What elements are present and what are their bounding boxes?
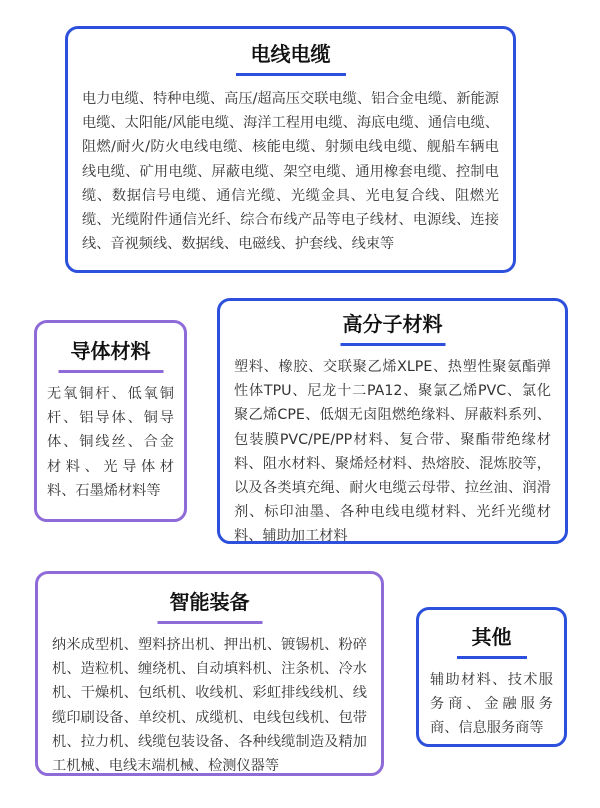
card-body: 电力电缆、特种电缆、高压/超高压交联电缆、铝合金电缆、新能源电缆、太阳能/风能电缆、海洋工程用电缆、海底电缆、通信电缆、阻燃/耐火/防火电线电缆、核能电缆、射频电线电缆、舰船车辆电线电缆、矿用电缆、屏蔽电缆、架空电缆、通用橡套电缆、控制电缆、数据信号电缆、通信光缆、光缆金具、光电复合线、阻燃光缆、光缆附件通信光纤、综合布线产品等电子线材、电源线、连接线、音视频线、数据线、电磁线、护套线、线束等 [82,91,499,253]
card-title: 导体材料 [58,323,163,366]
card-body: 无氧铜杆、低氧铜杆、铝导体、铜导体、铜线丝、合金材料、光导体材料、石墨烯材料等 [47,386,174,499]
card-smart-equipment [35,571,384,776]
card-body: 辅助材料、技术服务商、金融服务商、信息服务商等 [430,672,553,737]
card-title: 其他 [457,610,527,652]
card-title: 电线电缆 [236,29,346,69]
card-title: 智能装备 [157,574,262,617]
card-polymer [217,298,568,544]
card-body: 塑料、橡胶、交联聚乙烯XLPE、热塑性聚氨酯弹性体TPU、尼龙十二PA12、聚氯乙烯PVC、氯化聚乙烯CPE、低烟无卤阻燃绝缘料、屏蔽料系列、包装膜PVC/PE/PP材料、复合带、聚酯带绝缘材料、阻水材料、聚烯烃材料、热熔胶、混炼胶等，以及各类填充绳、耐火电缆云母带、拉丝油、润滑剂、标印油墨、各种电线电缆材料、光纤光缆材料、辅助加工材料 [234,359,551,545]
card-body: 纳米成型机、塑料挤出机、押出机、镀锡机、粉碎机、造粒机、缠绕机、自动填料机、注条机、冷水机、干燥机、包纸机、收线机、彩虹排线线机、线缆印刷设备、单绞机、成缆机、电线包线机、包带机、拉力机、线缆包装设备、各种线缆制造及精加工机械、电线末端机械、检测仪器等 [52,637,367,775]
card-title: 高分子材料 [340,301,445,339]
card-wire-cable [65,26,516,273]
card-conductor [34,320,187,522]
card-other [416,607,567,747]
